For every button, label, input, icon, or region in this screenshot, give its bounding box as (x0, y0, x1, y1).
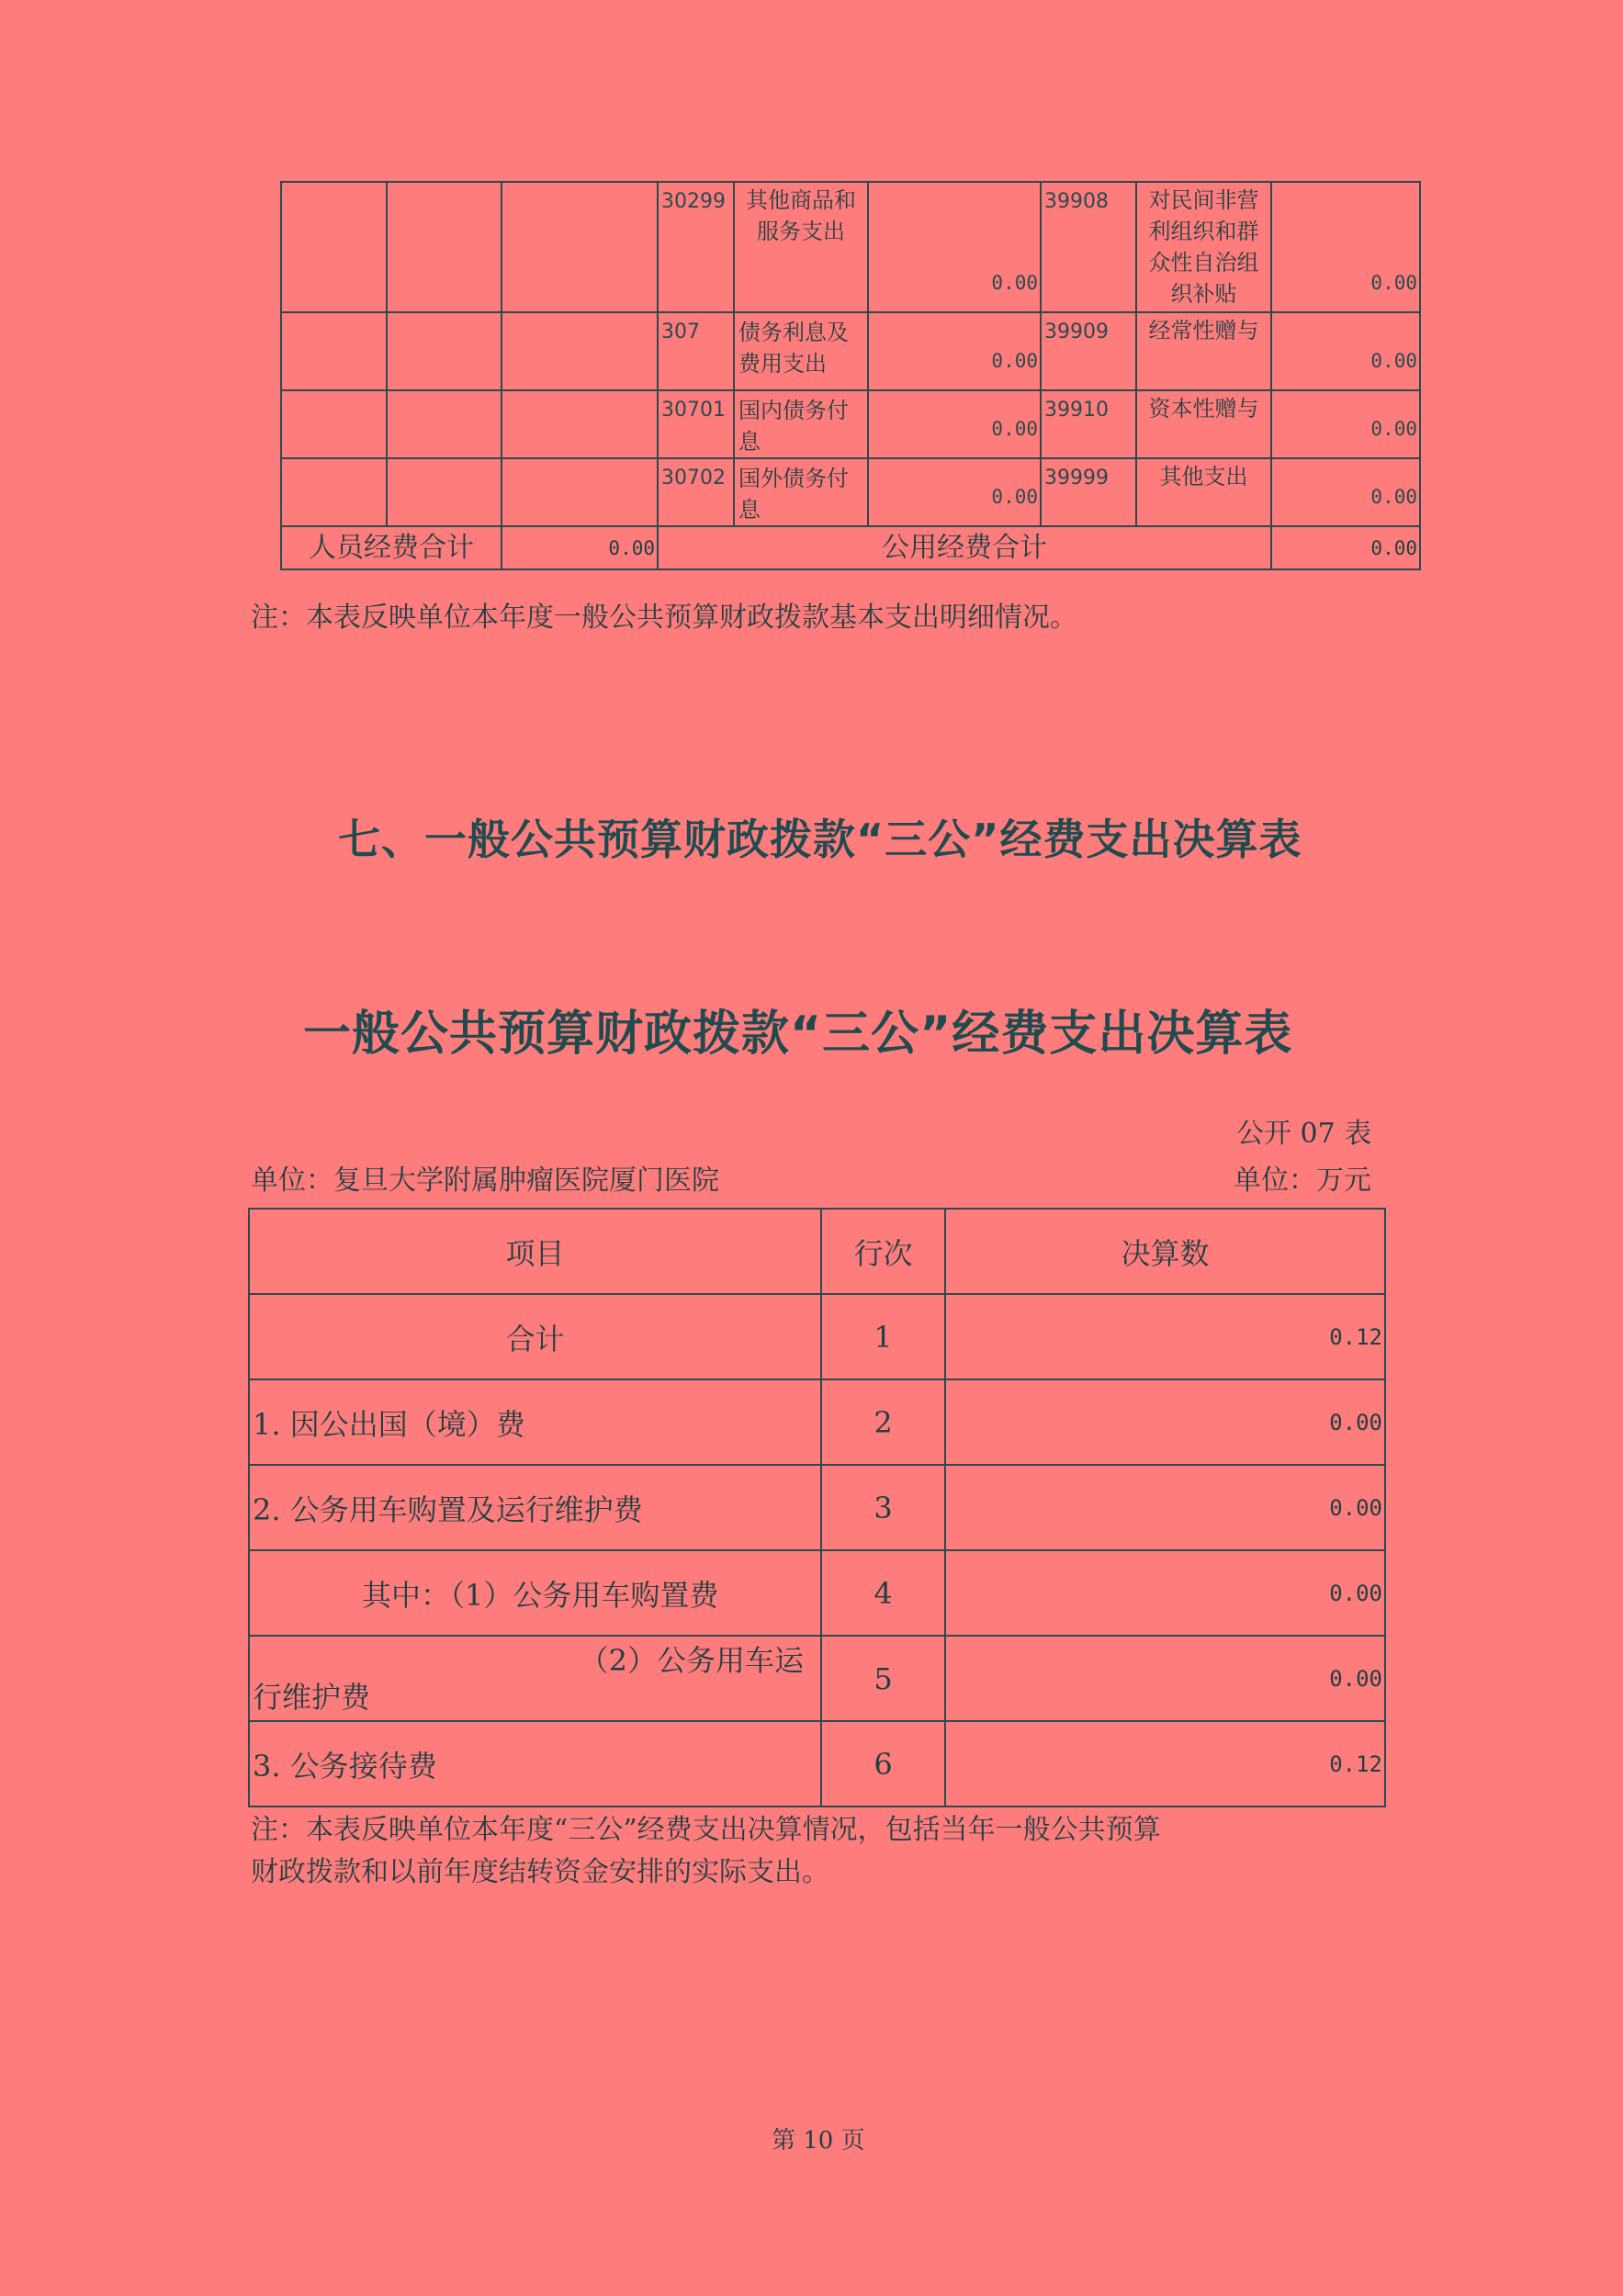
econ-name-cell: 对民间非营利组织和群众性自治组织补贴 (1136, 182, 1271, 312)
row-no-cell: 2 (821, 1379, 945, 1465)
amount-cell: 0.00 (868, 390, 1041, 458)
econ-code-cell: 39910 (1041, 390, 1136, 458)
table-row (281, 312, 1420, 390)
table-row (249, 1379, 1385, 1465)
amount-cell: 0.00 (1271, 458, 1420, 526)
table-row (249, 1550, 1385, 1636)
econ-name-cell: 其他支出 (1136, 458, 1271, 526)
econ-name-cell: 债务利息及费用支出 (734, 312, 868, 390)
personnel-total-label: 人员经费合计 (281, 526, 502, 569)
personnel-total-value: 0.00 (502, 526, 658, 569)
row-no-cell: 3 (821, 1465, 945, 1550)
page-number: 第 10 页 (772, 2127, 865, 2155)
totals-row (281, 526, 1420, 569)
item-cell: 1. 因公出国（境）费 (249, 1379, 821, 1465)
row-no-cell: 4 (821, 1550, 945, 1636)
note-basic-expenditure: 注：本表反映单位本年度一般公共预算财政拨款基本支出明细情况。 (251, 602, 1077, 634)
amount-cell: 0.00 (945, 1550, 1385, 1636)
item-cell: 2. 公务用车购置及运行维护费 (249, 1465, 821, 1550)
note-three-public-line1: 注：本表反映单位本年度“三公”经费支出决算情况，包括当年一般公共预算 (251, 1814, 1161, 1846)
econ-name-cell: 经常性赠与 (1136, 312, 1271, 390)
econ-code-cell: 30299 (658, 182, 734, 312)
econ-name-cell: 国内债务付息 (734, 390, 868, 458)
header-item: 项目 (249, 1209, 821, 1294)
table-row (249, 1721, 1385, 1806)
table-row (249, 1636, 1385, 1721)
amount-cell: 0.00 (868, 458, 1041, 526)
table-row (281, 458, 1420, 526)
unit-currency: 单位：万元 (1234, 1165, 1371, 1197)
header-amount: 决算数 (945, 1209, 1385, 1294)
amount-cell: 0.00 (1271, 312, 1420, 390)
econ-code-cell: 39908 (1041, 182, 1136, 312)
amount-cell: 0.12 (945, 1294, 1385, 1379)
econ-name-cell: 国外债务付息 (734, 458, 868, 526)
amount-cell: 0.12 (945, 1721, 1385, 1806)
econ-code-cell: 39999 (1041, 458, 1136, 526)
row-no-cell: 1 (821, 1294, 945, 1379)
econ-code-cell: 30701 (658, 390, 734, 458)
amount-cell: 0.00 (868, 312, 1041, 390)
item-cell (249, 1636, 821, 1721)
three-public-expense-table (248, 1208, 1386, 1807)
econ-code-cell: 307 (658, 312, 734, 390)
unit-organization: 单位：复旦大学附属肿瘤医院厦门医院 (251, 1165, 719, 1197)
table-row (281, 182, 1420, 312)
table-title: 一般公共预算财政拨款“三公”经费支出决算表 (303, 1007, 1293, 1062)
amount-cell: 0.00 (1271, 390, 1420, 458)
row-no-cell: 6 (821, 1721, 945, 1806)
basic-expenditure-table (280, 181, 1421, 570)
econ-name-cell: 资本性赠与 (1136, 390, 1271, 458)
item-cell: 3. 公务接待费 (249, 1721, 821, 1806)
public-total-value: 0.00 (1271, 526, 1420, 569)
section-heading: 七、一般公共预算财政拨款“三公”经费支出决算表 (338, 815, 1302, 864)
amount-cell: 0.00 (945, 1379, 1385, 1465)
public-total-label: 公用经费合计 (658, 526, 1271, 569)
note-three-public-line2: 财政拨款和以前年度结转资金安排的实际支出。 (251, 1856, 829, 1888)
amount-cell: 0.00 (1271, 182, 1420, 312)
econ-code-cell: 39909 (1041, 312, 1136, 390)
econ-code-cell: 30702 (658, 458, 734, 526)
item-cell: 合计 (249, 1294, 821, 1379)
item-text-line2: 行维护费 (253, 1679, 371, 1715)
table-row (249, 1465, 1385, 1550)
amount-cell: 0.00 (945, 1636, 1385, 1721)
item-cell: 其中：（1）公务用车购置费 (249, 1550, 821, 1636)
econ-name-cell: 其他商品和服务支出 (734, 182, 868, 312)
table-row (249, 1294, 1385, 1379)
header-row-no: 行次 (821, 1209, 945, 1294)
table-row (281, 390, 1420, 458)
amount-cell: 0.00 (868, 182, 1041, 312)
item-text-line1: （2）公务用车运 (579, 1642, 804, 1678)
table-number: 公开 07 表 (1236, 1118, 1372, 1150)
table-header-row (249, 1209, 1385, 1294)
amount-cell: 0.00 (945, 1465, 1385, 1550)
row-no-cell: 5 (821, 1636, 945, 1721)
